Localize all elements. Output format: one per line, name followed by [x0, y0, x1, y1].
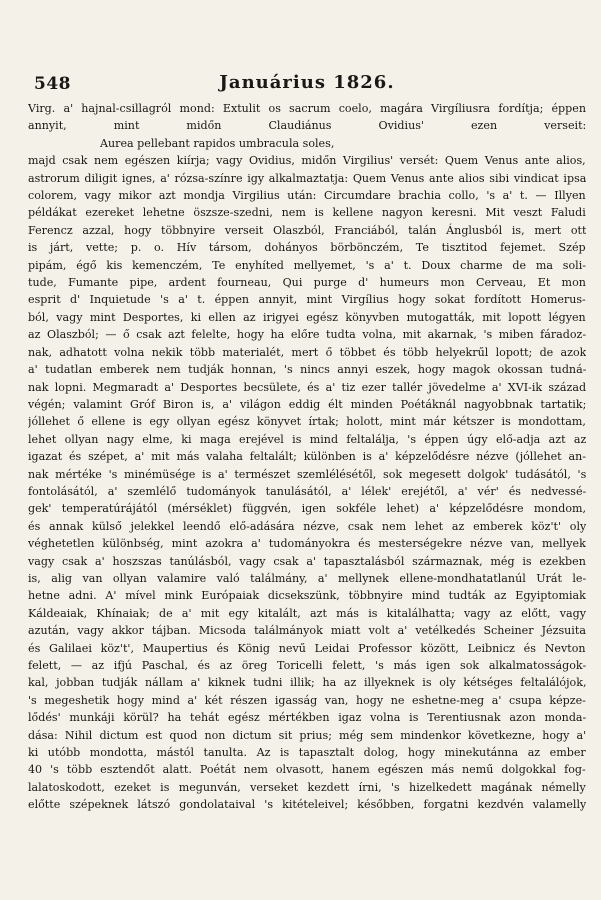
text-line: igazat és szépet, a' mit más valaha feltalált; különben is a' képzelődésre nézve (jóllehet an- — [28, 450, 586, 464]
text-line: annyit, mint midőn Claudiánus Ovidius' ezen verseit: — [28, 119, 586, 133]
text-line: majd csak nem egészen kiírja; vagy Ovidius, midőn Virgilius' versét: Quem Venus ante alios, — [28, 154, 586, 168]
text-line: 's megeshetik hogy mind a' két részen igasság van, hogy ne eshetne-meg a' csupa képze- — [28, 693, 586, 707]
page-number: 548 — [34, 74, 71, 94]
text-line: nak lopni. Megmaradt a' Desportes becsülete, és a' tiz ezer tallér jövedelme a' XVI-ik század — [28, 380, 586, 394]
body-text — [28, 100, 586, 814]
text-line: lalatoskodott, ezeket is megunván, verseket kezdett írni, 's hizelkedett magának némelly — [28, 780, 586, 794]
text-line: ki utóbb mondotta, mástól tanulta. Az is tapasztalt dolog, hogy minekutánna az ember — [28, 746, 586, 760]
text-line: véghetetlen különbség, mint azokra a' tudományokra és mesterségekre nézve van, mellyek — [28, 537, 586, 551]
text-line: azután, vagy akkor tájban. Micsoda találmányok miatt volt a' vetélkedés Scheiner Jézsuita — [28, 624, 586, 638]
text-line: is járt, vette; p. o. Hív társom, dohányos börbönczém, Te tisztitod fejemet. Szép — [28, 241, 586, 255]
text-line: kal, jobban tudják nállam a' kiknek tudni illik; ha az illyeknek is oly kétséges feltalálójok, — [28, 676, 586, 690]
page-header — [28, 70, 586, 100]
text-line: dása: Nihil dictum est quod non dictum sit prius; még sem mindenkor következne, hogy a' — [28, 728, 586, 742]
text-line: ból, vagy mint Desportes, ki ellen az irigyei egész könyvben mutogatták, mit lopott légyen — [28, 310, 586, 324]
text-line: végén; valamint Gróf Biron is, a' világon eddig élt minden Poétáknál nagyobbnak tartatik; — [28, 397, 586, 411]
text-line: Ferencz azzal, hogy többnyire verseit Olaszból, Franciából, talán Ánglusból is, mert ott — [28, 223, 586, 237]
text-line: colorem, vagy mikor azt mondja Virgilius után: Circumdare brachia collo, 's a' t. — Illyen — [28, 189, 586, 203]
text-line: astrorum diligit ignes, a' rózsa-színre igy alkalmaztatja: Quem Venus ante alios sibi vindicat ipsa — [28, 171, 586, 185]
text-line: nak, adhatott volna nekik több materialét, mert ő többet és több helyekrűl lopott; de azok — [28, 345, 586, 359]
text-line: 40 's több esztendőt alatt. Poétát nem olvasott, hanem egészen más nemű dolgokkal fog- — [28, 763, 586, 777]
text-line: nak mértéke 's minémüsége is a' természet szemlélésétől, sok megesett dolgok' tudásától, 's — [28, 467, 586, 481]
verse-quote: Aurea pellebant rapidos umbracula soles, — [100, 136, 335, 150]
text-line: lehet ollyan nagy elme, ki maga erejével is mind feltalálja, 's éppen úgy elő-adja azt az — [28, 432, 586, 446]
text-line: és annak külső jelekkel leendő elő-adására nézve, csak nem lehet az emberek köz't' oly — [28, 519, 586, 533]
text-line: és Galilaei köz't', Maupertius és König nevű Leidai Professor között, Leibnicz és Nevton — [28, 641, 586, 655]
text-line: fontolásától, a' szemlélő tudományok tanulásától, a' lélek' erejétől, a' vér' és nedvessé- — [28, 484, 586, 498]
book-page — [28, 70, 586, 814]
text-line: esprit d' Inquietude 's a' t. éppen annyit, mint Virgílius hogy sokat fordított Homerus- — [28, 293, 586, 307]
text-line: Virg. a' hajnal-csillagról mond: Extulit os sacrum coelo, magára Virgíliusra fordítja; éppen — [28, 102, 586, 115]
running-title: Januárius 1826. — [219, 72, 395, 93]
text-line: Káldeaiak, Khínaiak; de a' mit egy kitalált, azt más is kitalálhatta; vagy az előtt, vagy — [28, 606, 586, 620]
text-line: gek' temperatúrájától (mérséklet) függvén, igen sokféle lehet) a' képzelődésre mondom, — [28, 502, 586, 516]
text-line: a' tudatlan emberek nem tudják honnan, 's nincs annyi eszek, hogy magok okossan tudná- — [28, 363, 586, 377]
text-line: hetne adni. A' mível mink Európaiak dicsekszünk, többnyire mind tudták az Egyiptomiak — [28, 589, 586, 603]
text-line: pipám, égő kis kemenczém, Te enyhíted mellyemet, 's a' t. Doux charme de ma soli- — [28, 258, 586, 272]
text-line: lődés' munkáji körül? ha tehát egész mértékben igaz volna is Terentiusnak azon monda- — [28, 711, 586, 725]
text-line: előtte szépeknek látszó gondolataival 's kitételeivel; későbben, forgatni kezdvén valamelly — [28, 798, 586, 812]
text-line: jóllehet ő ellene is egy ollyan egész könyvet írtak; holott, mint már kétszer is mondottam, — [28, 415, 586, 429]
text-line: is, alig van ollyan valamire való találmány, a' mellynek ellene-mondhatatlanúl Urát le- — [28, 571, 586, 585]
text-line: felett, — az ifjú Paschal, és az öreg Toricelli felett, 's más igen sok alkalmatosságok- — [28, 659, 586, 672]
text-line: tude, Fumante pipe, ardent fourneau, Qui purge d' humeurs mon Cerveau, Et mon — [28, 276, 586, 290]
text-line: példákat ezereket lehetne öszsze-szedni, nem is kellene nagyon keresni. Mit veszt Faludi — [28, 206, 586, 220]
text-line: vagy csak a' hoszszas tanúlásból, vagy csak a' tapasztalásból származnak, még is ezekben — [28, 554, 586, 568]
text-line: az Olaszból; — ő csak azt felelte, hogy ha előre tudta volna, mit akarnak, 's miben fáradoz- — [28, 328, 586, 342]
